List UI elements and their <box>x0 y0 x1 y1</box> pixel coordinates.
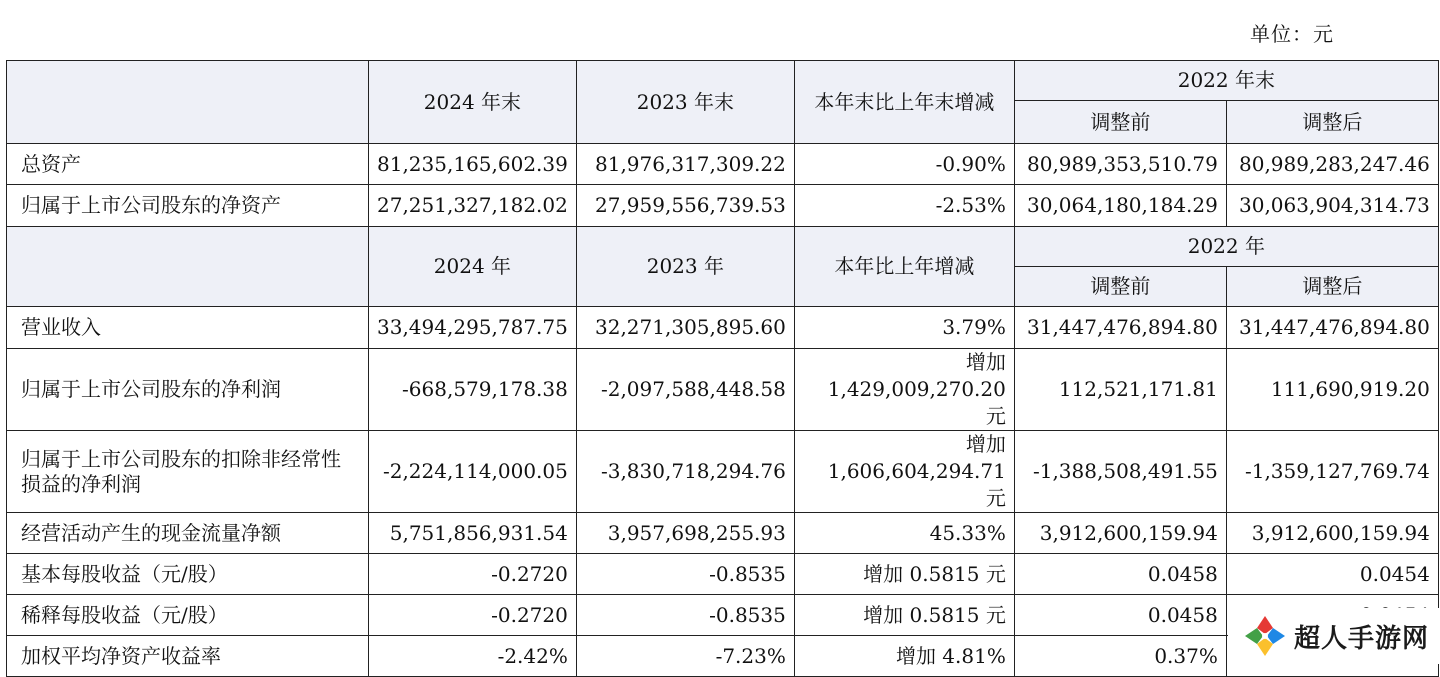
value-after: 3,912,600,159.94 <box>1226 513 1438 554</box>
header-2024-year-end: 2024 年末 <box>369 61 577 144</box>
value-2024: -668,579,178.38 <box>369 349 577 431</box>
value-2023: -0.8535 <box>576 595 794 636</box>
value-2024: -2.42% <box>369 636 577 677</box>
value-before: 31,447,476,894.80 <box>1014 307 1226 349</box>
value-2023: 3,957,698,255.93 <box>576 513 794 554</box>
value-change: 增加 1,429,009,270.20 元 <box>794 349 1014 431</box>
row-label: 归属于上市公司股东的净资产 <box>7 185 369 227</box>
row-label: 营业收入 <box>7 307 369 349</box>
watermark-text: 超人手游网 <box>1294 623 1430 654</box>
value-after: 0.0454 <box>1226 554 1438 595</box>
value-2024: -2,224,114,000.05 <box>369 431 577 513</box>
value-2024: 81,235,165,602.39 <box>369 144 577 185</box>
header-after-adjustment: 调整后 <box>1226 267 1438 307</box>
value-2023: -3,830,718,294.76 <box>576 431 794 513</box>
value-change: 增加 1,606,604,294.71 元 <box>794 431 1014 513</box>
value-after: -1,359,127,769.74 <box>1226 431 1438 513</box>
value-before: 30,064,180,184.29 <box>1014 185 1226 227</box>
table-row <box>7 431 1439 513</box>
header-2023-year-end: 2023 年末 <box>576 61 794 144</box>
value-change: 3.79% <box>794 307 1014 349</box>
header-yoy-change: 本年末比上年末增减 <box>794 61 1014 144</box>
row-label: 经营活动产生的现金流量净额 <box>7 513 369 554</box>
row-label: 基本每股收益（元/股） <box>7 554 369 595</box>
table-row <box>7 595 1439 636</box>
value-before: 80,989,353,510.79 <box>1014 144 1226 185</box>
value-after: 80,989,283,247.46 <box>1226 144 1438 185</box>
value-2024: 33,494,295,787.75 <box>369 307 577 349</box>
value-2023: -7.23% <box>576 636 794 677</box>
row-label: 总资产 <box>7 144 369 185</box>
value-change: 增加 0.5815 元 <box>794 554 1014 595</box>
header-2024-year: 2024 年 <box>369 227 577 307</box>
row-label: 归属于上市公司股东的净利润 <box>7 349 369 431</box>
value-before: 112,521,171.81 <box>1014 349 1226 431</box>
financial-indicators-table <box>6 60 1439 677</box>
row-label: 归属于上市公司股东的扣除非经常性损益的净利润 <box>7 431 369 513</box>
header-2022-year-end: 2022 年末 <box>1014 61 1438 101</box>
value-2023: 32,271,305,895.60 <box>576 307 794 349</box>
header-after-adjustment: 调整后 <box>1226 101 1438 144</box>
value-change: 增加 4.81% <box>794 636 1014 677</box>
value-before: 3,912,600,159.94 <box>1014 513 1226 554</box>
four-color-diamond-logo-icon <box>1242 613 1288 659</box>
value-2023: -2,097,588,448.58 <box>576 349 794 431</box>
value-2024: -0.2720 <box>369 554 577 595</box>
table-row <box>7 636 1439 677</box>
table-row <box>7 554 1439 595</box>
table-row <box>7 185 1439 227</box>
row-label: 加权平均净资产收益率 <box>7 636 369 677</box>
value-2023: 81,976,317,309.22 <box>576 144 794 185</box>
value-2024: 5,751,856,931.54 <box>369 513 577 554</box>
header-yoy-change: 本年比上年增减 <box>794 227 1014 307</box>
value-before: 0.37% <box>1014 636 1226 677</box>
value-change: 45.33% <box>794 513 1014 554</box>
row-label: 稀释每股收益（元/股） <box>7 595 369 636</box>
unit-label: 单位：元 <box>1250 22 1334 46</box>
header-2023-year: 2023 年 <box>576 227 794 307</box>
value-change: -2.53% <box>794 185 1014 227</box>
value-2024: 27,251,327,182.02 <box>369 185 577 227</box>
value-after: 111,690,919.20 <box>1226 349 1438 431</box>
header-blank-cell <box>7 61 369 144</box>
value-2023: -0.8535 <box>576 554 794 595</box>
value-before: 0.0458 <box>1014 595 1226 636</box>
value-2024: -0.2720 <box>369 595 577 636</box>
header-before-adjustment: 调整前 <box>1014 101 1226 144</box>
value-2023: 27,959,556,739.53 <box>576 185 794 227</box>
header-2022-year: 2022 年 <box>1014 227 1438 267</box>
table-row <box>7 144 1439 185</box>
value-after: 31,447,476,894.80 <box>1226 307 1438 349</box>
table-row <box>7 307 1439 349</box>
value-before: 0.0458 <box>1014 554 1226 595</box>
value-change: 增加 0.5815 元 <box>794 595 1014 636</box>
value-after: 30,063,904,314.73 <box>1226 185 1438 227</box>
site-watermark <box>1228 608 1440 664</box>
header-before-adjustment: 调整前 <box>1014 267 1226 307</box>
value-change: -0.90% <box>794 144 1014 185</box>
value-before: -1,388,508,491.55 <box>1014 431 1226 513</box>
header-blank-cell <box>7 227 369 307</box>
table-row <box>7 513 1439 554</box>
table-row <box>7 349 1439 431</box>
